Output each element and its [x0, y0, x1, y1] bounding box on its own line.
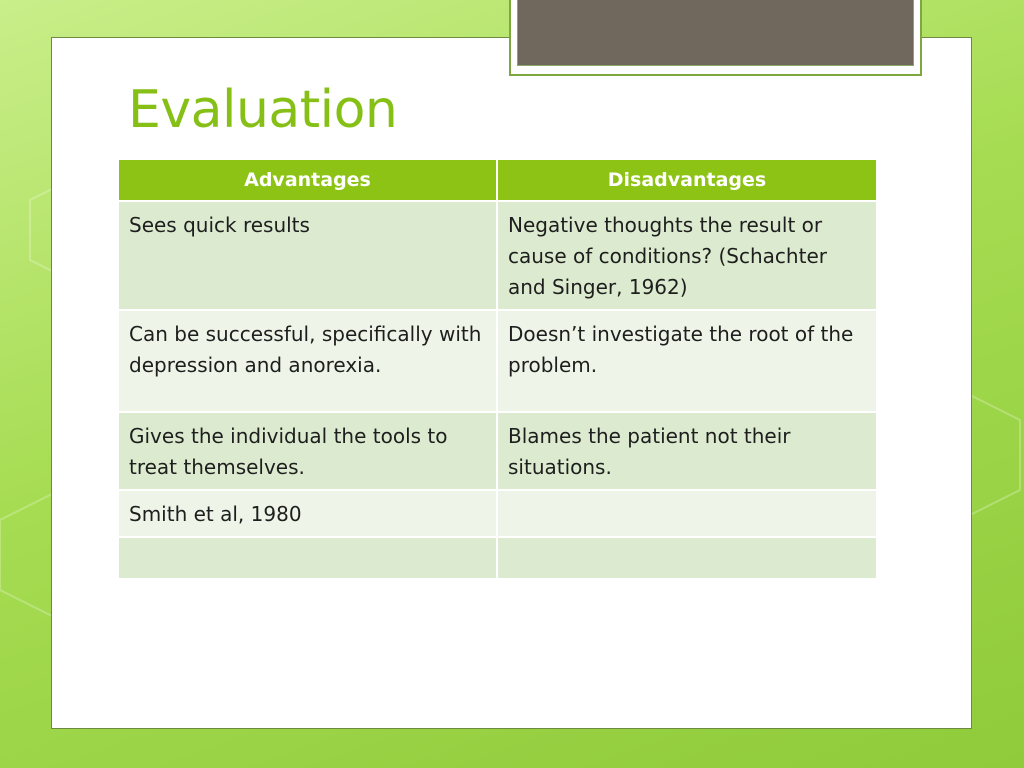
table-header-row [118, 159, 877, 201]
advantage-cell: Can be successful, specifically with depression and anorexia. [118, 310, 497, 412]
disadvantage-cell: Doesn’t investigate the root of the problem. [497, 310, 877, 412]
advantage-cell: Smith et al, 1980 [118, 490, 497, 537]
advantage-cell: Gives the individual the tools to treat themselves. [118, 412, 497, 490]
disadvantage-cell: Negative thoughts the result or cause of conditions? (Schachter and Singer, 1962) [497, 201, 877, 310]
table-row [118, 310, 877, 412]
advantage-cell [118, 537, 497, 579]
header-disadvantages: Disadvantages [497, 159, 877, 201]
advantage-cell: Sees quick results [118, 201, 497, 310]
header-photo [517, 0, 914, 66]
header-advantages: Advantages [118, 159, 497, 201]
disadvantage-cell [497, 537, 877, 579]
slide-title: Evaluation [128, 80, 398, 140]
table-row [118, 412, 877, 490]
disadvantage-cell: Blames the patient not their situations. [497, 412, 877, 490]
table-row [118, 537, 877, 579]
table-row [118, 201, 877, 310]
disadvantage-cell [497, 490, 877, 537]
table-row [118, 490, 877, 537]
evaluation-table [117, 158, 878, 580]
